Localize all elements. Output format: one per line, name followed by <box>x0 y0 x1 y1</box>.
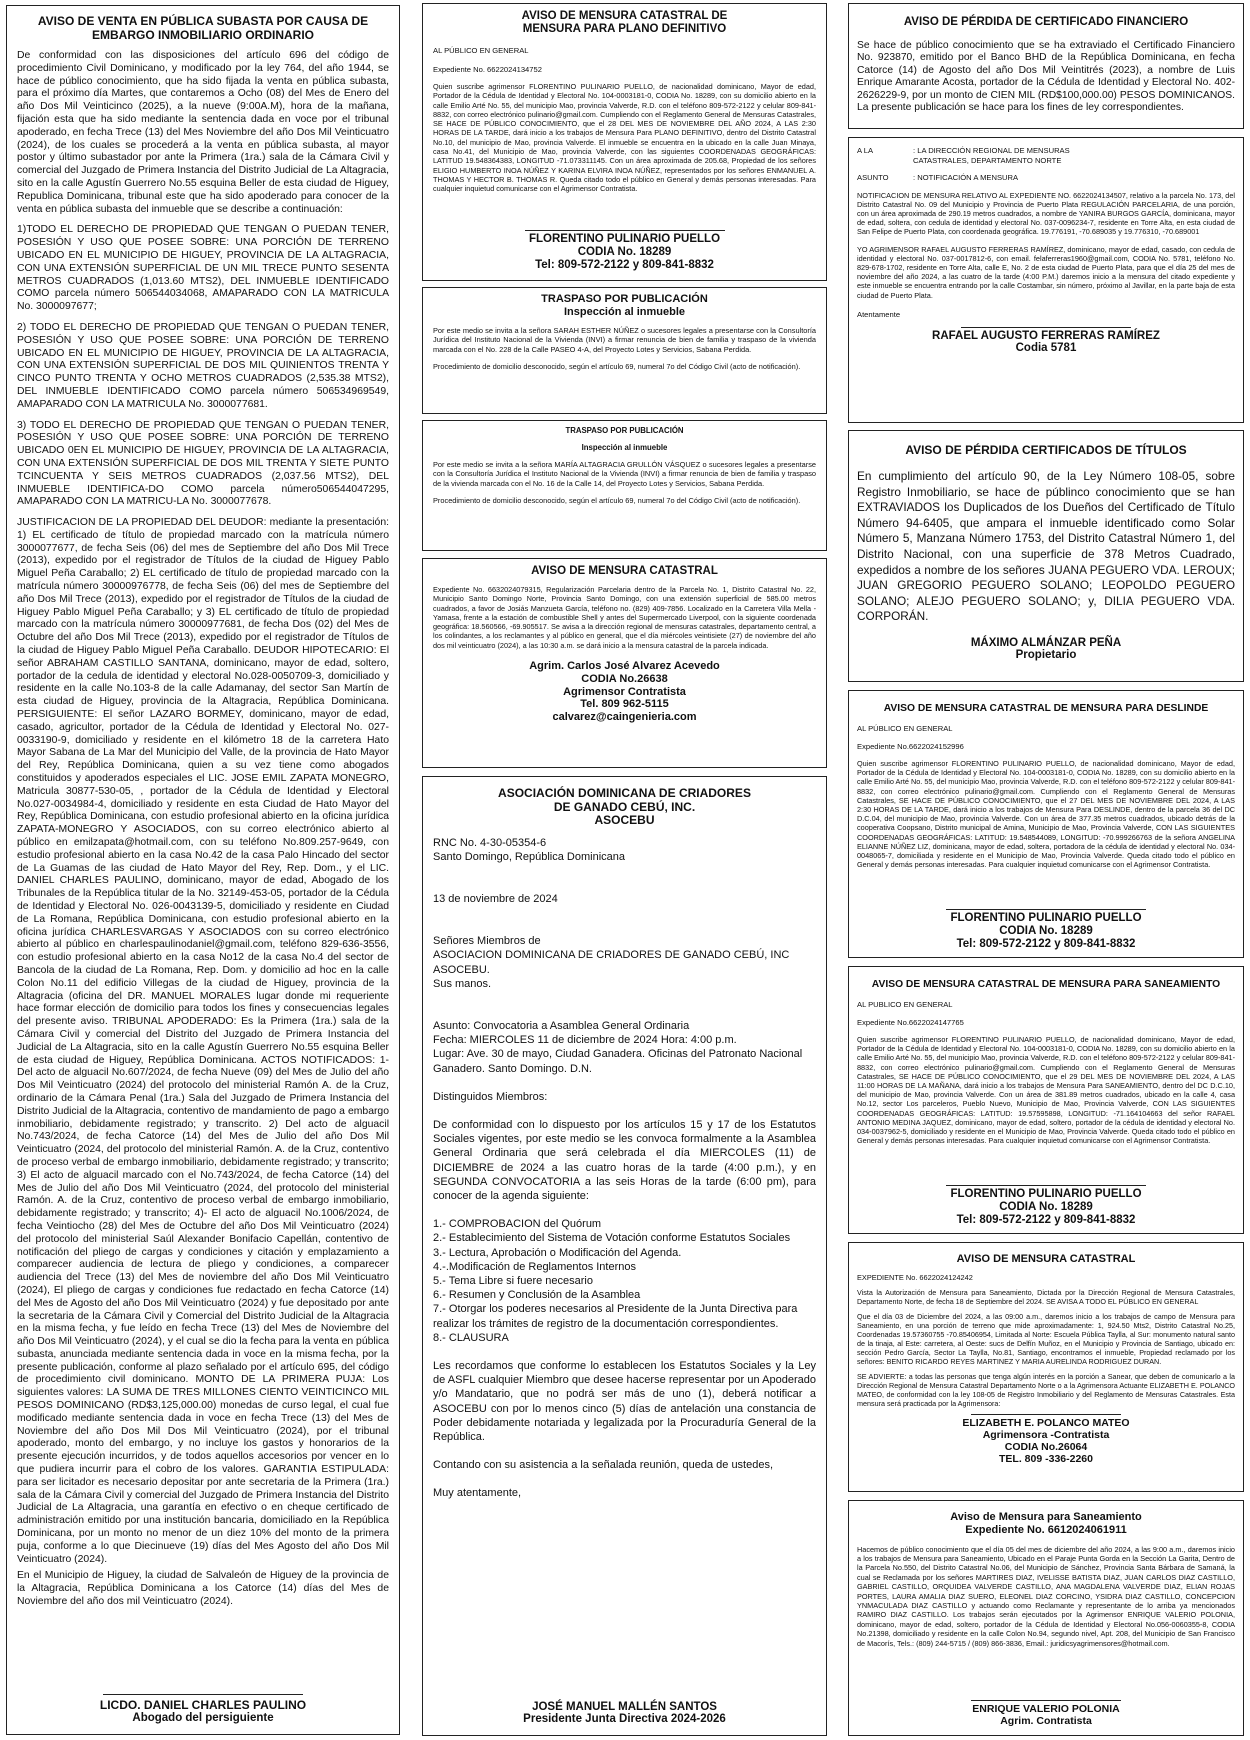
notice-line: AL PUBLICO EN GENERAL <box>857 1000 953 1009</box>
notice-line: Santo Domingo, República Dominicana <box>433 850 625 863</box>
agenda-item: 3.- Lectura, Aprobación o Modificación del Agenda. <box>433 1246 682 1259</box>
signature-codia: CODIA No. 18289 <box>999 1201 1093 1213</box>
agenda-item: 7.- Otorgar los poderes necesarios al Presidente de la Junta Directiva para realizar los trámites de registro de la documentación correspondientes. <box>433 1303 798 1330</box>
notice-subtitle: Inspección al inmueble <box>581 443 668 452</box>
signature-line <box>961 327 1131 328</box>
notice-line: Señores Miembros de <box>433 935 541 948</box>
notice-mensura-deslinde <box>848 690 1244 958</box>
signature-codia: CODIA No. 18289 <box>577 246 672 258</box>
signature-phone: Tel: 809-572-2122 y 809-841-8832 <box>956 938 1136 950</box>
agenda-item: 4.-.Modificación de Reglamentos Internos <box>433 1260 636 1273</box>
notice-asocebu <box>422 776 827 1736</box>
field-label: ASUNTO <box>857 173 889 182</box>
signature-name: ENRIQUE VALERIO POLONIA <box>972 1703 1120 1715</box>
notice-mensura-plano <box>422 3 827 281</box>
signature-name: FLORENTINO PULINARIO PUELLO <box>950 1188 1142 1200</box>
notice-title: AVISO DE PÉRDIDA DE CERTIFICADO FINANCIERO <box>903 16 1189 28</box>
signature-role: Agrim. Contratista <box>1000 1715 1092 1727</box>
notice-body: En cumplimiento del artículo 90, de la Ley Número 108-05, sobre Registro Inmobiliario, se hace de públinco conocimiento que se han EXTRAVIADOS los Duplicados de los Dueños del Certificado de Título Número 94-6405, que ampara el inmueble identificado como Solar Número 5, Manzana Número 1753, del Distrito Catastral Número 1, del Distrito Nacional, con una superficie de 378 Metros Cuadrado, expedidos a nombre de los señores JUANA PEGUERO VDA. LEROUX; JUAN GREGORIO PEGUERO SOLANO; LEOPOLDO PEGUERO SOLANO; ALEJO PEGUERO SOLANO; y, DILIA PEGUERO VDA. CORPORÁN. <box>857 469 1235 624</box>
notice-auction <box>6 5 400 1735</box>
notice-line: Expediente No. 6622024134752 <box>433 65 542 74</box>
notice-body: Por este medio se invita a la señora MARÍA ALTAGRACIA GRULLÓN VÁSQUEZ o sucesores legales a presentarse con la Consultoría Jurídica el Instituto Nacional de la Vivienda (INVI) a firmar renuncia de bien de familia y traspaso de la vivienda marcada con el No. 16 de la Calle 14, del Proyecto Lotes y Servicios, Sabana Perdida. <box>433 460 816 488</box>
signature-line <box>525 230 725 231</box>
notice-line: Fecha: MIERCOLES 11 de diciembre de 2024 Hora: 4:00 p.m. <box>433 1034 737 1047</box>
signature-role: Presidente Junta Directiva 2024-2026 <box>523 1713 726 1725</box>
agenda-item: 5.- Tema Libre si fuere necesario <box>433 1274 593 1287</box>
notice-body: Quien suscribe agrimensor FLORENTINO PULINARIO PUELLO, de nacionalidad dominicano, Mayor de edad, Portador de la Cédula de Identidad y Electoral No. 104-0003181-0, CODIA No. 18289, con su domicilio abierto en la calle Emilio Arté No. 55, del municipio Mao, provincia Valverde, R.D. con el teléfono 809-572-2122 y celular 809-841-8832, con correo electrónico pulinario@gmail.com. Cumpliendo con el Reglamento General de Mensuras Catastrales, SE HACE DE PÚBLICO CONOCIMIENTO, que el 28 DEL MES DE NOVIEMBRE DEL AÑO 2024, A LAS 2:30 HORAS DE LA TARDE, dará inicio a los trabajos de Mensura Para PLANO DEFINITIVO, dentro del Distrito Catastral No.10, del municipio de Mao, provincia Valverde. El inmueble se encuentra en la ubicado en la calle Juan Minaya, casa No.41, del Municipio de Mao, provincia Valverde, con las siguientes COORDENADAS GEOGRÁFICAS: LATITUD 19.548364383, LONGITUD -71.073311145. Con un área aproximada de 205.68, Propiedad de los señores ELIGIO HUMBERTO INOA NÚÑEZ Y KARINA ELVIRA INOA NÚÑEZ, representados por los señores ENMANUEL A. THOMAS Y HECTOR B. THOMAS R. Queda citado todo el público en General y demás personas interesadas. Para cualquier inquietud comunicarse con el Agrimensor Contratista. <box>433 82 816 194</box>
notice-mensura-catastral-sd <box>422 558 827 768</box>
signature-codia: CODIA No.26064 <box>1004 1441 1088 1453</box>
notice-mensura-saneamiento <box>848 966 1244 1234</box>
notice-title: AVISO DE MENSURA CATASTRAL DE MENSURA PARA SANEAMIENTO <box>871 979 1221 990</box>
notice-line: Lugar: Ave. 30 de mayo, Ciudad Ganadera. Oficinas del Patronato Nacional <box>433 1048 803 1061</box>
notice-body: Procedimiento de domicilio desconocido, según el artículo 69, numeral 7o del Código Civil (acto de notificación). <box>433 361 801 371</box>
notice-perdida-certificados-titulos <box>848 430 1244 682</box>
notice-title: AVISO DE VENTA EN PÚBLICA SUBASTA POR CAUSA DE EMBARGO INMOBILIARIO ORDINARIO <box>37 14 369 42</box>
signature-phone: Tel. 809 962-5115 <box>580 698 669 711</box>
notice-body: Por este medio se invita a la señora SARAH ESTHER NÚÑEZ o sucesores legales a presentarse con la Consultoría Jurídica del Instituto Nacional de la Vivienda (INVI) a firmar renuncia de bien de familia y traspaso de la vivienda marcada con el No. 228 de la Calle PASEO 4-A, del Proyecto Lotes y Servicios, Sabana Perdida. <box>433 326 816 354</box>
notice-line: ASOCEBU. <box>433 963 490 976</box>
agenda-item: 8.- CLAUSURA <box>433 1331 509 1344</box>
signature-line <box>971 1700 1121 1701</box>
field-value: : NOTIFICACIÓN A MENSURA <box>913 173 1019 182</box>
notice-traspaso-2 <box>422 420 827 551</box>
signature-line <box>103 1694 303 1695</box>
notice-title: AVISO DE MENSURA CATASTRAL <box>956 1253 1136 1265</box>
notice-paragraph: 1)TODO EL DERECHO DE PROPIEDAD QUE TENGAN O PUEDAN TENER, POSESIÓN Y USO QUE POSEE SOBRE: UNA PORCIÓN DE TERRENO UBICADO EN EL MUNICIPIO DE HIGUEY, PROVINCIA DE LA ALTAGRACIA, CON UNA EXTENSIÓN SUPERFICIAL DE UN MIL TRECE PUNTO SESENTA METROS CUADRADOS (1,013.60 MTS2), DEL INMUEBLE IDENTIFICADO COMO parcela número 506544034068, AMAPARADO CON LA MATRICULA No. 3000097677; <box>17 224 389 313</box>
signature-name: ELIZABETH E. POLANCO MATEO <box>962 1417 1130 1429</box>
signature-phone: Tel: 809-572-2122 y 809-841-8832 <box>956 1214 1136 1226</box>
notice-line: Ganadero. Santo Domingo. D.N. <box>433 1062 592 1075</box>
signature-name: MÁXIMO ALMÁNZAR PEÑA <box>970 636 1122 649</box>
signature-email: calvarez@caingenieria.com <box>552 711 697 724</box>
notice-traspaso-1 <box>422 287 827 414</box>
notice-paragraph: 2) TODO EL DERECHO DE PROPIEDAD QUE TENGAN O PUEDAN TENER, POSESIÓN Y USO QUE POSEE SOBRE: UNA PORCIÓN DE TERRENO UBICADO EN EL MUNICIPIO DE HIGUEY, PROVINCIA DE LA ALTAGRACIA, CON UNA EXTENSIÓN SUPERFICIAL DE DOS MIL QUINIENTOS TRENTA Y CINCO PUNTO TRENTA Y OCHO METROS CUADRADOS (2,535.38 MTS2), DEL INMUEBLE IDENTIFICADO COMO parcela número 506534969549, AMAPARADO CON LA MATRICULA No. 3000077681. <box>17 321 389 410</box>
notice-body: Contando con su asistencia a la señalada reunión, queda de ustedes, <box>433 1459 774 1472</box>
notice-line: AL PÚBLICO EN GENERAL <box>857 724 953 733</box>
notice-line: EXPEDIENTE No. 6622024124242 <box>857 1273 973 1282</box>
notice-title: ASOCIACIÓN DOMINICANA DE CRIADORES DE GANADO CEBÚ, INC. ASOCEBU <box>498 786 751 827</box>
signature-name: FLORENTINO PULINARIO PUELLO <box>950 912 1142 924</box>
notice-line: Expediente No.6622024147765 <box>857 1018 964 1027</box>
notice-body: Expediente No. 6632024079315, Regularización Parcelaria dentro de la Parcela No. 1, Distrito Catastral No. 22, Municipio Santo Domingo Norte, Provincia Santo Domingo, con una extensión superficial de 585.00 metros cuadrados, a favor de Josiás Manzueta García, teléfono no. (829) 409-7856. Localizado en la Carretera Villa Mella - Yamasa, frente a la estación de combustible Shell y antes del Supermercado Liverpool, con la siguiente coordenada geográfica: 18.560566, -69.905517. Se avisa a la dirección regional de mensuras catastrales, departamento central, a los colindantes, a los reclamantes y al público en general, que el día miércoles veintisiete (27) de noviembre del año dos mil veinticuatro (2024), a las 10:30 a.m. se dará inicio a la mensura catastral de la parcela indicada. <box>433 585 816 650</box>
signature-line <box>946 909 1146 910</box>
notice-body: Quien suscribe agrimensor FLORENTINO PULINARIO PUELLO, de nacionalidad dominicano, Mayor de edad, Portador de la Cédula de Identidad y Electoral No. 104-0003181-0, CODIA No. 18289, con su domicilio abierto en la calle Emilio Arté No. 55, del municipio Mao, provincia Valverde, R.D. con el teléfono 809-572-2122 y celular 809-841-8832, con correo electrónico pulinario@gmail.com. Cumpliendo con el Reglamento General de Mensuras Catastrales, SE HACE DE PÚBLICO CONOCIMIENTO, que el 27 DEL MES DE NOVIEMBRE DEL 2024, A LAS 2:30 HORAS DE LA TARDE, dará inicio a los trabajos de Mensura Para DESLINDE, dentro de la parcela 36 del DC D.C.04, del municipio de Mao, provincia Valverde. Con un área de 377.35 metros cuadrados, ubicado detrás de la cooperativa Coopsano, Distrito municipal de Amina, Municipio de Mao, Provincia Valverde, CON LAS SIGUIENTES COORDENADAS GEOGRÁFICAS: LATITUD: 19.548544089, LONGITUD: -70.999266763 de la señora ANGELINA ELIANNE NÚÑEZ LIZ, dominicana, mayor de edad, soltera, portadora de la cédula de identidad y electoral No. 034-0048065-7, domiciliada y residente en el Municipio de Mao, Provincia Valverde. Queda citado todo el público en General y demás personas interesadas. Para cualquier inquietud comunicarse con el Agrimensor Contratista. <box>857 759 1235 870</box>
signature-role: Agrimensor Contratista <box>563 685 686 698</box>
signature-phone: Tel: 809-572-2122 y 809-841-8832 <box>535 259 714 271</box>
signature-line <box>971 1414 1121 1415</box>
notice-paragraph: En el Municipio de Higuey, la ciudad de Salvaleón de Higuey de la provincia de la Altagracia, República Dominicana a los Catorce (14) días del Mes de Noviembre del año dos mil Veinticuatro (2024). <box>17 1570 389 1608</box>
notice-closing: Muy atentamente, <box>433 1487 522 1500</box>
notice-title: AVISO DE MENSURA CATASTRAL DE MENSURA PARA DESLINDE <box>883 703 1209 714</box>
notice-greeting: Distinguidos Miembros: <box>433 1090 548 1103</box>
notice-date: 13 de noviembre de 2024 <box>433 892 558 905</box>
notice-line: ASOCIACION DOMINICANA DE CRIADORES DE GANADO CEBÚ, INC <box>433 949 790 962</box>
notice-line: RNC No. 4-30-05354-6 <box>433 836 547 849</box>
notice-body: Vista la Autorización de Mensura para Saneamiento, Dictada por la Dirección Regional de Mensura Catastrales, Departamento Norte, de fecha 18 de Septiembre del 2024. SE AVISA A TODO EL PÚBLICO EN GENERAL <box>857 1288 1235 1306</box>
notice-body: NOTIFICACION DE MENSURA RELATIVO AL EXPEDIENTE NO. 6622024134507, relativo a la parcela No. 173, del Distrito Catastral No. 09 del Municipio y Provincia de Puerto Plata REGULACIÓN PARCELARIA, de una porción, con un área aproximada de 290.19 metros cuadrados, a nombre de YANIRA BURGOS GARCÍA, dominicana, mayor de edad, soltera, con cedula de identidad y electoral No. 037-0096234-7, residente en Torre Alta, en esta ciudad de San Felipe de Puerto Plata, con coordenada geográfica. 19.776191, -70.689035 y 19.776310, -70.689001 <box>857 190 1235 237</box>
notice-body: Les recordamos que conforme lo establecen los Estatutos Sociales y la Ley de ASFL cualquier Miembro que desee hacerse representar por un Apoderado y/o Mandatario, que no podrá ser más de uno (1), deberá notificar a ASOCEBU con por lo menos cinco (5) días de antelación una constancia de Poder debidamente notariada y legalizada por la Procuraduría General de la República. <box>433 1359 816 1443</box>
signature-role: Propietario <box>1015 648 1077 661</box>
signature-line <box>946 1185 1146 1186</box>
agenda-item: 6.- Resumen y Conclusión de la Asamblea <box>433 1289 641 1302</box>
notice-title: TRASPASO POR PUBLICACIÓN <box>565 426 684 435</box>
notice-body: Quien suscribe agrimensor FLORENTINO PULINARIO PUELLO, de nacionalidad dominicano, Mayor de edad, Portador de la Cédula de Identidad y Electoral No. 104-0003181-0, CODIA No. 18289, con su domicilio abierto en la calle Emilio Arté No. 55, del municipio Mao, provincia Valverde, R.D. con el teléfono 809-572-2122 y celular 809-841-8832, con correo electrónico pulinario@gmail.com. Cumpliendo con el Reglamento General de Mensuras Catastrales, SE HACE DE PÚBLICO CONOCIMIENTO, que el 29 DEL MES DE NOVIEMBRE DEL 2024, A LAS 11:00 HORAS DE LA MAÑANA, dará inicio a los trabajos de Mensura Para SANEAMIENTO, dentro del DC D.C.10, del municipio de Mao, provincia Valverde. Con un área de 381.89 metros cuadrados, ubicado en la calle 4, casa No.12, sector Los parceleros, Pueblo Nuevo, Municipio de Mao, Provincia Valverde, CON LAS SIGUIENTES COORDENADAS GEOGRÁFICAS: LATITUD: 19.57595898, LONGITUD: -71.164104663 del señor RAFAEL ANTONIO MEDINA JAQUEZ, dominicano, mayor de edad, soltero, portador de la cédula de identidad y electoral No. 034-0037962-5, domiciliado y residente en el Municipio de Mao, Provincia Valverde. Queda citado todo el público en General y demás personas interesadas. Para cualquier inquietud comunicarse con el Agrimensor Contratista. <box>857 1035 1235 1146</box>
notice-title: AVISO DE PÉRDIDA CERTIFICADOS DE TÍTULOS <box>905 443 1187 457</box>
notice-line: Sus manos. <box>433 977 492 990</box>
signature-name: JOSÉ MANUEL MALLÉN SANTOS <box>532 1701 717 1713</box>
notice-body: Que el día 03 de Diciembre del 2024, a las 09:00 a.m., daremos inicio a los trabajos de campo de Mensura para Saneamiento, en una porción de terreno que mide aproximadamente: 1, 924.50 Mts2, Distrito Catastral No.25, Coordenadas 19.57360755 -70.85406954, Limitada al Norte: Escuela Pública Taylla, al Sur: monumento natural santo de la tinaja, al Este: carretera, al Oeste: sucs de Delfín Muñoz, en el Municipio y Provincia de Santiago, ubicado en: sección Pedro García, Sector La Taylla, No.81, Santiago, encontramos el inmueble, Propiedad reclamado por los señores: BENITO RICARDO REYES MARTINEZ Y MARIA AURELINDA RODRIGUEZ DURAN. <box>857 1312 1235 1366</box>
notice-title: AVISO DE MENSURA CATASTRAL DE MENSURA PARA PLANO DEFINITIVO <box>521 10 728 35</box>
notice-body: De conformidad con lo dispuesto por los artículos 15 y 17 de los Estatutos Sociales vigentes, por este medio se les convoca formalmente a la Asamblea General Ordinaria que será celebrada el día MIERCOLES (11) de DICIEMBRE de 2024 a las cuatro horas de la tarde (4:00 p.m.), y en SEGUNDA CONVOCATORIA a las seis Horas de la tarde (6:00 pm), para conocer de la agenda siguiente: <box>433 1118 816 1202</box>
signature-phone: TEL. 809 -336-2260 <box>999 1453 1093 1465</box>
agenda-item: 2.- Establecimiento del Sistema de Votación conforme Estatutos Sociales <box>433 1232 791 1245</box>
notice-body: Se hace de público conocimiento que se ha extraviado el Certificado Financiero No. 923870, emitido por el Banco BHD de la República Dominicana, en fecha Catorce (14) de Agosto del año Dos Mil Veintitrés (2023), a nombre de Luis Enrique Amarante Acosta, portador de la Cédula de Identidad y Electoral No. 402-2626229-9, por un monto de CIEN MIL (RD$100,000.00) PESOS DOMINICANOS. La presente publicación se hace para los fines de ley correspondientes. <box>857 40 1235 114</box>
signature-name: FLORENTINO PULINARIO PUELLO <box>528 233 721 245</box>
notice-paragraph: 3) TODO EL DERECHO DE PROPIEDAD QUE TENGAN O PUEDAN TENER, POSESIÓN Y USO QUE POSEE SOBRE: UNA PORCIÓN DE TERRENO UBICADO 0EN EL MUNICIPIO DE HIGUEY, PROVINCIA DE LA ALTAGRACIA, CON UNA EXTENSIÓN SUPERFICIAL DE DOS MIL TRENTA Y SIETE PUNTO TCINCUENTA Y SEIS METROS CUADRADOS (2,037.56 MTS2), DEL INMUEBLE IDENTIFICA-DO COMO parcela número506544047295, AMAPARADO CON LA MATRICU-LA No. 3000077678. <box>17 419 389 508</box>
notice-line: Expediente No.6622024152996 <box>857 742 964 751</box>
notice-paragraph: De conformidad con las disposiciones del artículo 696 del código de procedimiento Civil Dominicano, y modificado por la ley 764, del año 1944, se hace de público conocimiento, que ha sido fijada la venta en pública subasta, para el próximo día Martes, que contaremos a Ocho (08) del Mes de Enero del año Dos Mil Veinticinco (2025), a la nueve (9:00A.M), hora de la mañana, fijación esta que ha sido mediante la sentencia dada en voce por el tribunal apoderado, en fecha Trece (13) del Mes Noviembre del año Dos Mil Veinticuatro (2024), de los cuales se procederá a la venta en pública subasta, al mayor postor y último subastador por ante la Primera (1ra.) sala de la Cámara Civil y comercial del Juzgado de Primera Instancia del Distrito Judicial de La Altagracia, sito en la calle Agustín Guerrero No.55 esquina Beller de esta ciudad de Higuey, Republica Dominicana, tribunal este que ha sido apoderado para conocer de la venta en pública subasta del inmueble que se describe a continuación: <box>17 50 389 215</box>
notice-notificacion-mensura <box>848 137 1244 423</box>
signature-role: Agrimensora -Contratista <box>982 1429 1110 1441</box>
notice-body: SE ADVIERTE: a todas las personas que tenga algún interés en la porción a Sanear, que deben de comunicarlo a la Dirección Regional de Mensura Catastral Departamento Norte o a la Agrimensora Actuante ELIZABETH E. POLANCO MATEO, de conformidad con la ley 108-05 de Registro Inmobiliario y del Reglamento de Mensuras Catastrales. Esta mensura será practicada por la Agrimensora: <box>857 1372 1235 1408</box>
notice-closing: Atentamente <box>857 309 901 319</box>
notice-body: YO AGRIMENSOR RAFAEL AUGUSTO FERRERAS RAMÍREZ, dominicano, mayor de edad, casado, con cedula de identidad y electoral No. 037-0017812-6, con email. felaferreras1960@gmail.com, CODIA No. 5781, teléfono No. 829-678-1702, residente en Torre Alta, calle E, No. 2 de esta ciudad de Puerto Plata, para que el día 25 del mes de noviembre del año 2024, a las cuatro de la tarde (4:00 P.M.) daremos inicio a la mensura del citado expediente y este inmueble se encuentra entrando por la calle Costambar, sin número, próximo al Javillar, en la parte baja de esta ciudad de Puerto Plata. <box>857 244 1235 300</box>
signature-role: Abogado del persiguiente <box>132 1712 274 1724</box>
notice-title: Aviso de Mensura para Saneamiento Expediente No. 6612024061911 <box>950 1511 1142 1536</box>
field-label: A LA <box>857 146 874 155</box>
signature-name: LICDO. DANIEL CHARLES PAULINO <box>99 1698 307 1712</box>
notice-body: Hacemos de público conocimiento que el día 05 del mes de diciembre del año 2024, a las 9:00 a.m., daremos inicio a los trabajos de Mensura para Saneamiento, Ubicado en el Paraje Punta Gorda en la Sección La Garita, Dentro de la Parcela No.550, del Distrito Catastral No.06, del Municipio de Sánchez, Provincia Santa Bárbara de Samaná, la cual se Reclamada por los señores MARTIRES DIAZ, IVELISSE BATISTA DIAZ, JUAN CARLOS DIAZ CASTILLO, GABRIEL CASTILLO, ORQUIDEA VALVERDE CASTILLO, ANA MAGDALENA VALVERDE DIAZ, ELIAN ROJAS PORTES, LAURA AMALIA DIAZ SUERO, ELEONEL DIAZ CORCINO, YSIDRA DIAZ CASTILLO, CONCEPCION YNMACULADA DIAZ CASTILLO y actuando como Reclamante y representante de lo arriba ya mencionados RAMIRO DIAZ CASTILLO. Los trabajos serán ejecutados por la Agrimensor ENRIQUE VALERIO POLONIA, dominicano, mayor de edad, soltero, portador de la Cédula de Identidad y Electoral No.056-0060355-8, CODIA No.21398, domiciliado y residente en la calle Colon No.94, segundo nivel, Apt. 208, del Municipio de San Francisco de Macorís, Tels.: (809) 244-5715 / (809) 866-3836, Email.: juridicsyagrimensores@hotmail.com. <box>857 1544 1235 1648</box>
notice-paragraph: JUSTIFICACION DE LA PROPIEDAD DEL DEUDOR: mediante la presentación: 1) EL certificado de título de propiedad marcado con la matrícula número 3000077677, de fecha Seis (06) del mes de Septiembre del año Dos Mil Trece (2013), expedido por el registrador de Títulos de la ciudad de Higuey Pablo Miguel Peña Caraballo; 2) EL certificado de título de propiedad marcado con la matrícula número 30000976778, de fecha Seis (06) del mes de Septiembre del año Dos Mil Trece (2013), expedido por el registrador de Títulos de la ciudad de Higuey Pablo Miguel Peña Caraballo; y 3) EL certificado de título de propiedad marcado con la matrícula número 30000977681, de fecha Dos (02) del Mes de Octubre del año Dos Mil Trece (2013), expedido por el registrador de Títulos de la ciudad de Higuey Pablo Miguel Peña Caraballo. DEUDOR HIPOTECARIO: El señor ABRAHAM CASTILLO SANTANA, dominicano, mayor de edad, soltero, portador de la cedula de identidad y electoral No.028-0050709-3, domiciliado y residente en la calle No.103-8 de la calle Adamanay, del sector San Martín de esta ciudad de Higuey, provincia de la Altagracia, República Dominicana. PERSIGUIENTE: El señor LAZARO BORMEY, dominicano, mayor de edad, casado, agricultor, portador de la Cédula de Identidad y Electoral No. 027-0033190-9, domiciliado y residente en el kilómetro 18 de la carretera Hato Mayor Sabana de La Mar del Municipio del Valle, de la provincia de Hato Mayor del Rey, República Dominicana, quien a su vez tiene como abogados constituidos y apoderados especiales el LIC. JOSE EMIL ZAPATA MONEGRO, Matricula 30877-530-05, , portador de la Cédula de Identidad y Electoral No.027-0034984-4, domiciliado y residente en esta Ciudad de Hato Mayor del Rey, República Dominicana, con estudio profesional abierto en la oficina jurídica ZAPATA-MONEGRO Y ASOCIADOS, con su correo electrónico abierto al público en emilzapata@hotmail.com, con su teléfono No.809.257-9649, con estudio profesional abierto en la casa No.42 de la casa Palo Hincado del sector de La Guamas de las ciudad de Hato Mayor del Rey, Rep. Dom., y el LIC. DANIEL CHARLES PAULINO, dominicano, mayor de edad, Abogado de los Tribunales de la República titular de la No. 32149-453-05, portador de la Cédula de Identidad y Electoral No. 026-0043139-5, domiciliado y residente en Ciudad de La Romana, República Dominicana, con estudio profesional abierto en la oficina jurídica CHARLESVARGAS Y ASOCIADOS con su correo electrónico abierto al público en charlespaulinodaniel@gmail.com, teléfono 829-636-3556, con estudio profesional abierto en la casa No12 de la casa No.4 del sector de Bancola de la ciudad de La Romana, Rep. Dom. y domicilio ad hoc en la calle Colon No.11 del edificio Villegas de la ciudad de Higuey, provincia de la Altagracia (oficina del DR. MANUEL MORALES lugar donde mi requeriente hace formar elección de domicilio para todos los fines y consecuencias legales del presente aviso. TRIBUNAL APODERADO: Es la Primera (1ra.) sala de la Cámara Civil y comercial del Distrito del Juzgado de Primera Instancia del Judicial de La Altagracia, sito en la calle Agustín Guerrero No.55 esquina Beller de esta ciudad de Higuey, República Dominicana. ACTOS NOTIFICADOS: 1- Del acto de alguacil No.607/2024, de fecha Nueve (09) del Mes de Julio del año Dos Mil Veinticuatro (2024) del protocolo del ministerial Ramón A. de la Cruz, ordinario de la Cámara Penal (1ra.) Sala del Juzgado de Primera Instancia del Distrito Judicial de la Altagracia, contentivo de mandamiento de pago a embargo inmobiliario, debidamente registrado; y transcrito. 2) Del acto de alguacil No.743/2024, de fecha Catorce (14) del Mes de Julio del año Dos Mil Veinticuatro (2024, del protocolo del ministerial Ramón. A. de la Cruz, contentivo de proceso verbal de embargo inmobiliario, debidamente registrado; y transcrito; 3) El acto de alguacil marcado con el No.743/2024, de fecha Catorce (14) del Mes de Julio del año Dos Mil Veinticuatro (2024, del protocolo del ministerial Ramón. A. de la Cruz, contentivo de proceso verbal de embargo inmobiliario, debidamente registrado; y transcrito; 4)- El acto de alguacil No.1006/2024, de fecha Veintiocho (28) del Mes de Octubre del año Dos Mil Veinticuatro (2024) del protocolo del ministerial Saúl Alexander Bonifacio Capellán, contentivo de notificación del pliego de cargas y condiciones y citación y emplazamiento a comparecer audiencia de lectura de pliego y condiciones, a comparecer audiencia del Trece (13) del Mes de noviembre del año Dos Mil Veinticuatro (2024), El pliego de cargas y condiciones fue redactado en fecha Catorce (14) del Mes de Agosto del año Dos Mil Veinticuatro (2024) y fue depositado por ante la secretaria de la Cámara Civil y Comercial del Distrito Judicial de la Altagracia en la misma fecha, y fue leído en fecha Trece (13) del Mes de Noviembre del año Dos Mil Veinticuatro (2024), y el cual se dio la fecha para la venta en pública subasta, anunciada mediante sentencia dada in voce en la misma fecha, por la presente publicación, conforme al plazo señalado por el artículo 695, del código de procedimiento civil dominicano. MONTO DE LA PRIMERA PUJA: Los siguientes valores: LA SUMA DE TRES MILLONES CIENTO VEINTICINCO MIL PESOS DOMINICANO (RD$3,125,000.00) monedas de curso legal, el cual fue modificado mediante sentencia dada in voce en fecha Trece (13) del Mes de Noviembre del año Dos Mil Dos Mil Veinticuatro (2024), por el tribunal apoderado, monto del embargo, y no incluye los gastos y honorarios de la presente ejecución incurridos, y de todos aquellos accesorios por vencer en lo que pudiera incurrir para el cobro de los valores. GARANTIA ESTIPULADA: para ser licitador es necesario depositar por ante secretaria de la Primera (1ra.) sala de la Cámara Civil y comercial del Juzgado de Primera Instancia del Distrito Judicial de La Altagracia, una garantía en efectivo o en cheque certificado de administración emitido por una institución bancaria, domiciliado en la República Dominicana, por un monto no menor de un diez 10% del monto de la primera puja, conforme a lo que Diecinueve (19) días del Mes Agosto del año Dos Mil Veinticuatro (2024). <box>17 517 389 1565</box>
notice-line: Asunto: Convocatoria a Asamblea General Ordinaria <box>433 1019 690 1032</box>
signature-codia: Codia 5781 <box>1015 342 1077 355</box>
notice-title: AVISO DE MENSURA CATASTRAL <box>531 565 718 577</box>
signature-name: RAFAEL AUGUSTO FERRERAS RAMÍREZ <box>932 330 1160 343</box>
signature-name: Agrim. Carlos José Alvarez Acevedo <box>529 660 720 673</box>
notice-line: AL PÚBLICO EN GENERAL <box>433 46 529 55</box>
notice-title: TRASPASO POR PUBLICACIÓN Inspección al inmueble <box>541 293 708 318</box>
notice-mensura-catastral-santiago <box>848 1242 1244 1492</box>
notice-mensura-saneamiento-samana <box>848 1500 1244 1736</box>
signature-codia: CODIA No.26638 <box>581 672 668 685</box>
field-value: : LA DIRECCIÓN REGIONAL DE MENSURAS CATASTRALES, DEPARTAMENTO NORTE <box>913 146 1070 165</box>
notice-perdida-certificado-financiero <box>848 3 1244 129</box>
agenda-item: 1.- COMPROBACION del Quórum <box>433 1218 602 1231</box>
signature-codia: CODIA No. 18289 <box>999 925 1093 937</box>
notice-body: Procedimiento de domicilio desconocido, según el artículo 69, numeral 7o del Código Civil (acto de notificación). <box>433 495 801 505</box>
